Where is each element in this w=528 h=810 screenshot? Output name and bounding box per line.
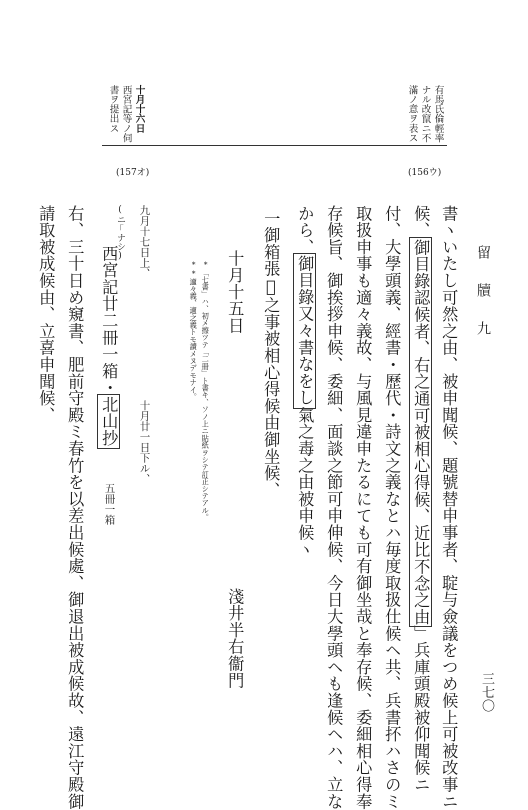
running-title: 留 牘 九 — [475, 245, 491, 339]
folio-mark-right: (156ウ) — [408, 168, 442, 178]
date-oct-21: 十月廿一日下ル、 — [138, 400, 151, 484]
paren-note: (ニ｢ナシ) — [115, 205, 125, 261]
body-column-2-head: 候、 — [411, 205, 431, 239]
body-column-6 — [295, 205, 315, 558]
body-column-5: 存候旨、御挨拶申候、委細、面談之節可申伸候、今日大學頭ヘも逢候ヘハ、立な — [324, 205, 344, 810]
body-column-1: 書ヽいたし可然之由、被申聞候、題號替申事者、聢与僉議をつめ候上可被改事ニ — [439, 205, 459, 810]
body-column-6-head: から、 — [295, 205, 315, 256]
margin-note-right-3: 滿ノ意ヲ表ス — [406, 85, 418, 143]
margin-note-right-2: ナル改竄ニ不 — [419, 85, 431, 143]
body-column-2-tail: 」兵庫頭殿被仰聞候ニ — [411, 625, 431, 794]
body-column-2 — [411, 205, 431, 794]
margin-divider — [102, 145, 447, 146]
margin-note-left-2: 西宮記等ノ伺 — [120, 85, 132, 143]
record-title — [99, 245, 119, 447]
body-column-4: 取扱申事も適々義故、与風見違申たるにても可有御坐哉と奉存候、委細相心得奉 — [353, 205, 373, 810]
margin-note-left-1: 十月十六日 — [133, 85, 145, 133]
date-sep-17: 九月十七日上、 — [138, 205, 151, 279]
kitayama-volumes: 五冊一箱 — [103, 483, 116, 525]
date-oct-15: 十月十五日 — [225, 250, 245, 334]
folio-mark-left: (157オ) — [116, 168, 150, 178]
nishinomiya-text: 西宮記廿二冊一箱・ — [99, 245, 119, 397]
body-column-b: 請取被成候由、立喜申聞候、 — [36, 205, 56, 424]
body-column-6-tail: 氣之毒之由被申候ヽ — [295, 406, 315, 558]
boxed-kitayama: 北山抄 — [99, 396, 119, 447]
margin-note-left-3: 書ヲ提出ス — [107, 85, 119, 133]
body-column-a: 右、三十日め窺書、肥前守殿ミ春竹を以差出候處、御退出被成候故、遠江守殿御 — [65, 205, 85, 810]
signature: 淺井半右衞門 — [225, 588, 245, 689]
margin-note-right-1: 有馬氏倫輕率 — [432, 85, 444, 143]
footnote-2: **適々義、適之義トモ讀メヌデモナイ。 — [189, 260, 199, 401]
page-number: 三七〇 — [479, 672, 494, 713]
body-column-3: 付、大學頭義、經書・歷代・詩文之義なとハ毎度取扱仕候ヘ共、兵書抔ハさのミ — [382, 205, 402, 810]
boxed-mokuroku-2: 御目錄又々書なをし — [295, 255, 315, 407]
body-column-7: 一御箱張𥃥之事被相心得候由御坐候、 — [261, 210, 281, 499]
boxed-mokuroku-1: 御目錄認候者、右之通可被相心得候、近比不念之由 — [411, 238, 431, 626]
footnote-1: *「七書」ハ、初メ擦ツテ「二冊」ト書キ、ソノ上ニ貼紙ヲシテ訂正シテアル。 — [201, 260, 211, 521]
